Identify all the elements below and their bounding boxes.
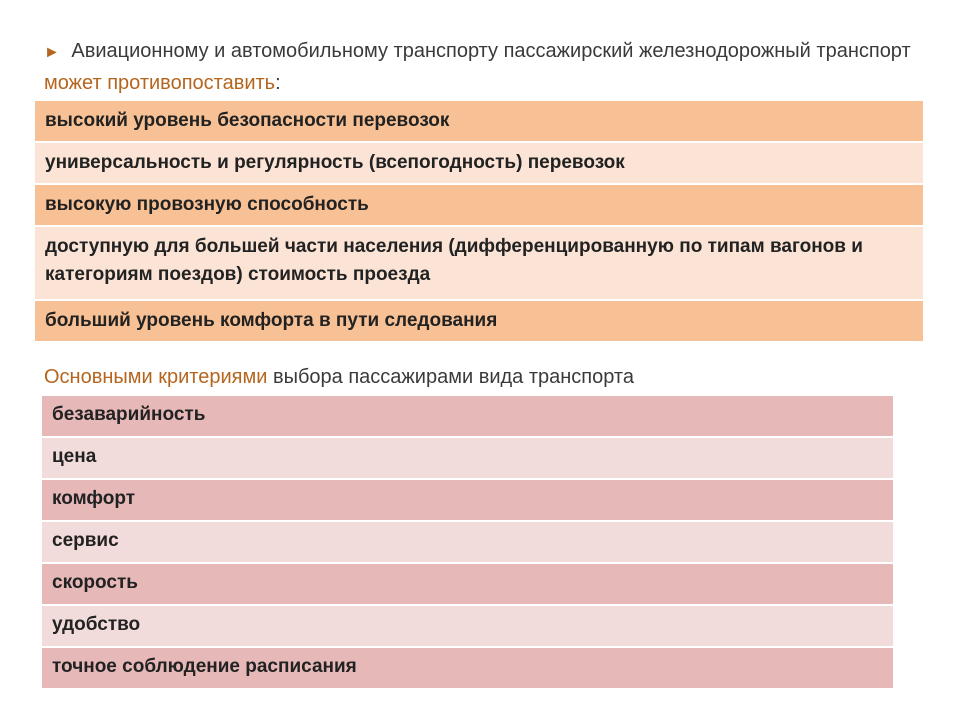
criteria-row: скорость (42, 564, 893, 606)
advantages-row: больший уровень комфорта в пути следования (35, 301, 923, 343)
criteria-table (42, 396, 893, 690)
criteria-row: точное соблюдение расписания (42, 648, 893, 690)
advantages-row: высокую провозную способность (35, 185, 923, 227)
criteria-row: удобство (42, 606, 893, 648)
arrow-bullet-icon: ► (44, 44, 60, 61)
advantages-row: высокий уровень безопасности перевозок (35, 101, 923, 143)
criteria-heading (44, 362, 634, 392)
intro-text: Авиационному и автомобильному транспорту пассажирский железнодорожный транспорт (71, 40, 911, 62)
advantages-row: доступную для большей части населения (дифференцированную по типам вагонов и категориям поездов) стоимость проезда (35, 227, 923, 301)
criteria-row: цена (42, 438, 893, 480)
intro-accent-text: может противопоставить (44, 72, 276, 94)
criteria-row: комфорт (42, 480, 893, 522)
criteria-row: сервис (42, 522, 893, 564)
criteria-heading-accent: Основными критериями (44, 366, 268, 388)
advantages-row: универсальность и регулярность (всепогодность) перевозок (35, 143, 923, 185)
intro-paragraph (44, 36, 924, 98)
intro-colon: : (275, 72, 281, 94)
advantages-table (35, 101, 923, 343)
criteria-heading-rest: выбора пассажирами вида транспорта (272, 366, 634, 388)
criteria-row: безаварийность (42, 396, 893, 438)
